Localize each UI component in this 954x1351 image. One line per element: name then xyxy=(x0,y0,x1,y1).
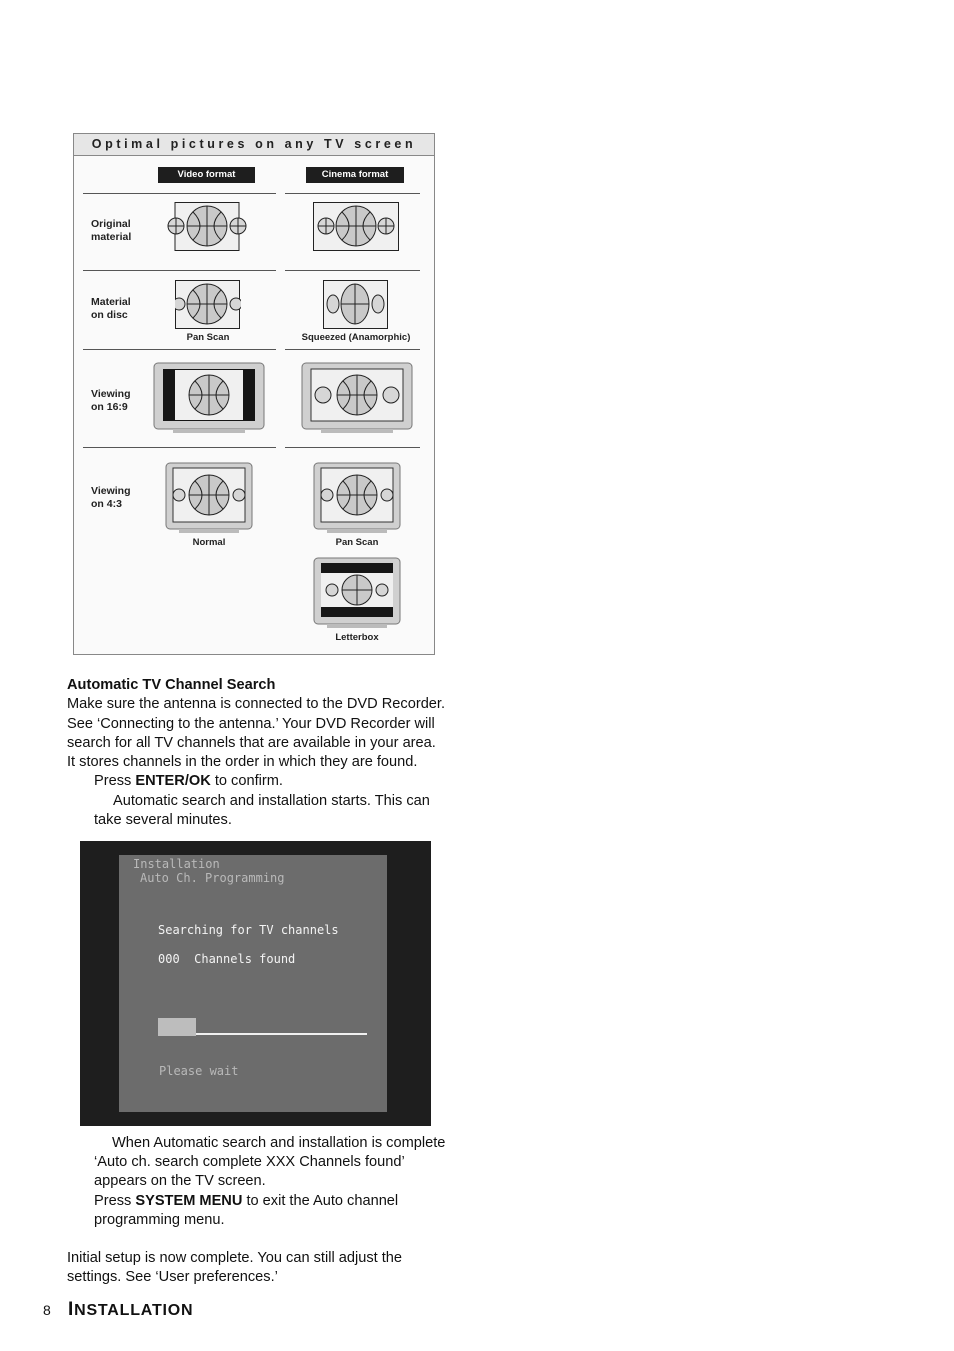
intro-line: search for all TV channels that are available in your area. xyxy=(67,735,436,751)
standard-tv-pan-scan xyxy=(313,462,401,534)
basketball-icon xyxy=(187,284,227,324)
standard-tv-letterbox xyxy=(313,557,401,629)
system-menu-key: SYSTEM MENU xyxy=(135,1193,243,1209)
divider xyxy=(285,349,420,350)
basketball-icon xyxy=(173,489,185,501)
osd-menu-title: Installation xyxy=(133,857,220,871)
after-line: ‘Auto ch. search complete XXX Channels found’ xyxy=(94,1154,405,1170)
divider xyxy=(83,270,276,271)
step-instruction: Press ENTER/OK to confirm. xyxy=(94,773,283,789)
section-heading: Automatic TV Channel Search xyxy=(67,677,276,693)
caption-normal: Normal xyxy=(192,537,226,548)
intro-line: See ‘Connecting to the antenna.’ Your DVD Recorder will xyxy=(67,716,435,732)
closing-line: Initial setup is now complete. You can still adjust the xyxy=(67,1250,403,1266)
basketball-icon xyxy=(381,489,393,501)
basketball-icon xyxy=(168,218,184,234)
system-menu-instruction: Press SYSTEM MENU to exit the Auto channel xyxy=(94,1193,399,1209)
intro-line: It stores channels in the order in which they are found. xyxy=(67,754,418,770)
standard-tv-normal xyxy=(165,462,253,534)
row-label-original: Original material xyxy=(91,218,132,243)
original-cinema-thumbnail xyxy=(313,202,401,252)
tv-osd-screen xyxy=(80,841,431,1126)
caption-letterbox: Letterbox xyxy=(335,632,379,643)
video-format-tag: Video format xyxy=(158,167,255,183)
basketball-icon xyxy=(315,387,331,403)
after-line: When Automatic search and installation is complete xyxy=(112,1135,446,1151)
osd-please-wait: Please wait xyxy=(159,1064,239,1078)
basketball-icon xyxy=(321,489,333,501)
row-label-169: Viewing on 16:9 xyxy=(91,388,131,413)
row-label-43: Viewing on 4:3 xyxy=(91,485,131,510)
basketball-icon xyxy=(175,298,185,310)
original-video-thumbnail xyxy=(167,202,249,252)
basketball-icon xyxy=(372,295,384,313)
widescreen-tv-video xyxy=(153,362,265,434)
divider xyxy=(83,447,276,448)
intro-line: Make sure the antenna is connected to the DVD Recorder. xyxy=(67,696,446,712)
basketball-icon xyxy=(326,584,338,596)
page-number: 8 xyxy=(43,1302,51,1318)
basketball-icon xyxy=(378,218,394,234)
divider xyxy=(83,193,276,194)
osd-progress-fill xyxy=(158,1018,196,1036)
basketball-icon xyxy=(187,206,227,246)
divider xyxy=(285,270,420,271)
divider xyxy=(83,349,276,350)
section-footer-title: INSTALLATION xyxy=(68,1299,194,1320)
disc-video-thumbnail xyxy=(175,280,241,330)
row-label-disc: Material on disc xyxy=(91,296,131,321)
basketball-icon xyxy=(230,298,241,310)
basketball-icon xyxy=(383,387,399,403)
basketball-icon xyxy=(341,284,369,324)
cinema-format-tag: Cinema format xyxy=(306,167,404,183)
closing-line: settings. See ‘User preferences.’ xyxy=(67,1269,278,1285)
enter-ok-key: ENTER/OK xyxy=(135,773,211,789)
basketball-icon xyxy=(376,584,388,596)
divider xyxy=(285,447,420,448)
caption-squeezed: Squeezed (Anamorphic) xyxy=(301,332,411,343)
after-line: appears on the TV screen. xyxy=(94,1173,266,1189)
basketball-icon xyxy=(327,295,339,313)
disc-cinema-thumbnail xyxy=(323,280,389,330)
basketball-icon xyxy=(318,218,334,234)
basketball-icon xyxy=(233,489,245,501)
widescreen-tv-cinema xyxy=(301,362,413,434)
osd-submenu-title: Auto Ch. Programming xyxy=(140,871,285,885)
format-figure xyxy=(73,133,435,655)
osd-status: Searching for TV channels xyxy=(158,923,339,937)
basketball-icon xyxy=(337,375,377,415)
basketball-icon xyxy=(189,475,229,515)
after-line: programming menu. xyxy=(94,1212,225,1228)
caption-pan-scan: Pan Scan xyxy=(186,332,230,343)
step-result: take several minutes. xyxy=(94,812,232,828)
basketball-icon xyxy=(342,575,372,605)
basketball-icon xyxy=(230,218,246,234)
caption-pan-scan-43: Pan Scan xyxy=(335,537,379,548)
step-result: Automatic search and installation starts. This can xyxy=(113,793,430,809)
basketball-icon xyxy=(189,375,229,415)
figure-title: Optimal pictures on any TV screen xyxy=(74,134,434,156)
basketball-icon xyxy=(336,206,376,246)
osd-channel-count: 000 Channels found xyxy=(158,952,296,966)
divider xyxy=(285,193,420,194)
basketball-icon xyxy=(337,475,377,515)
osd-panel xyxy=(119,855,387,1112)
